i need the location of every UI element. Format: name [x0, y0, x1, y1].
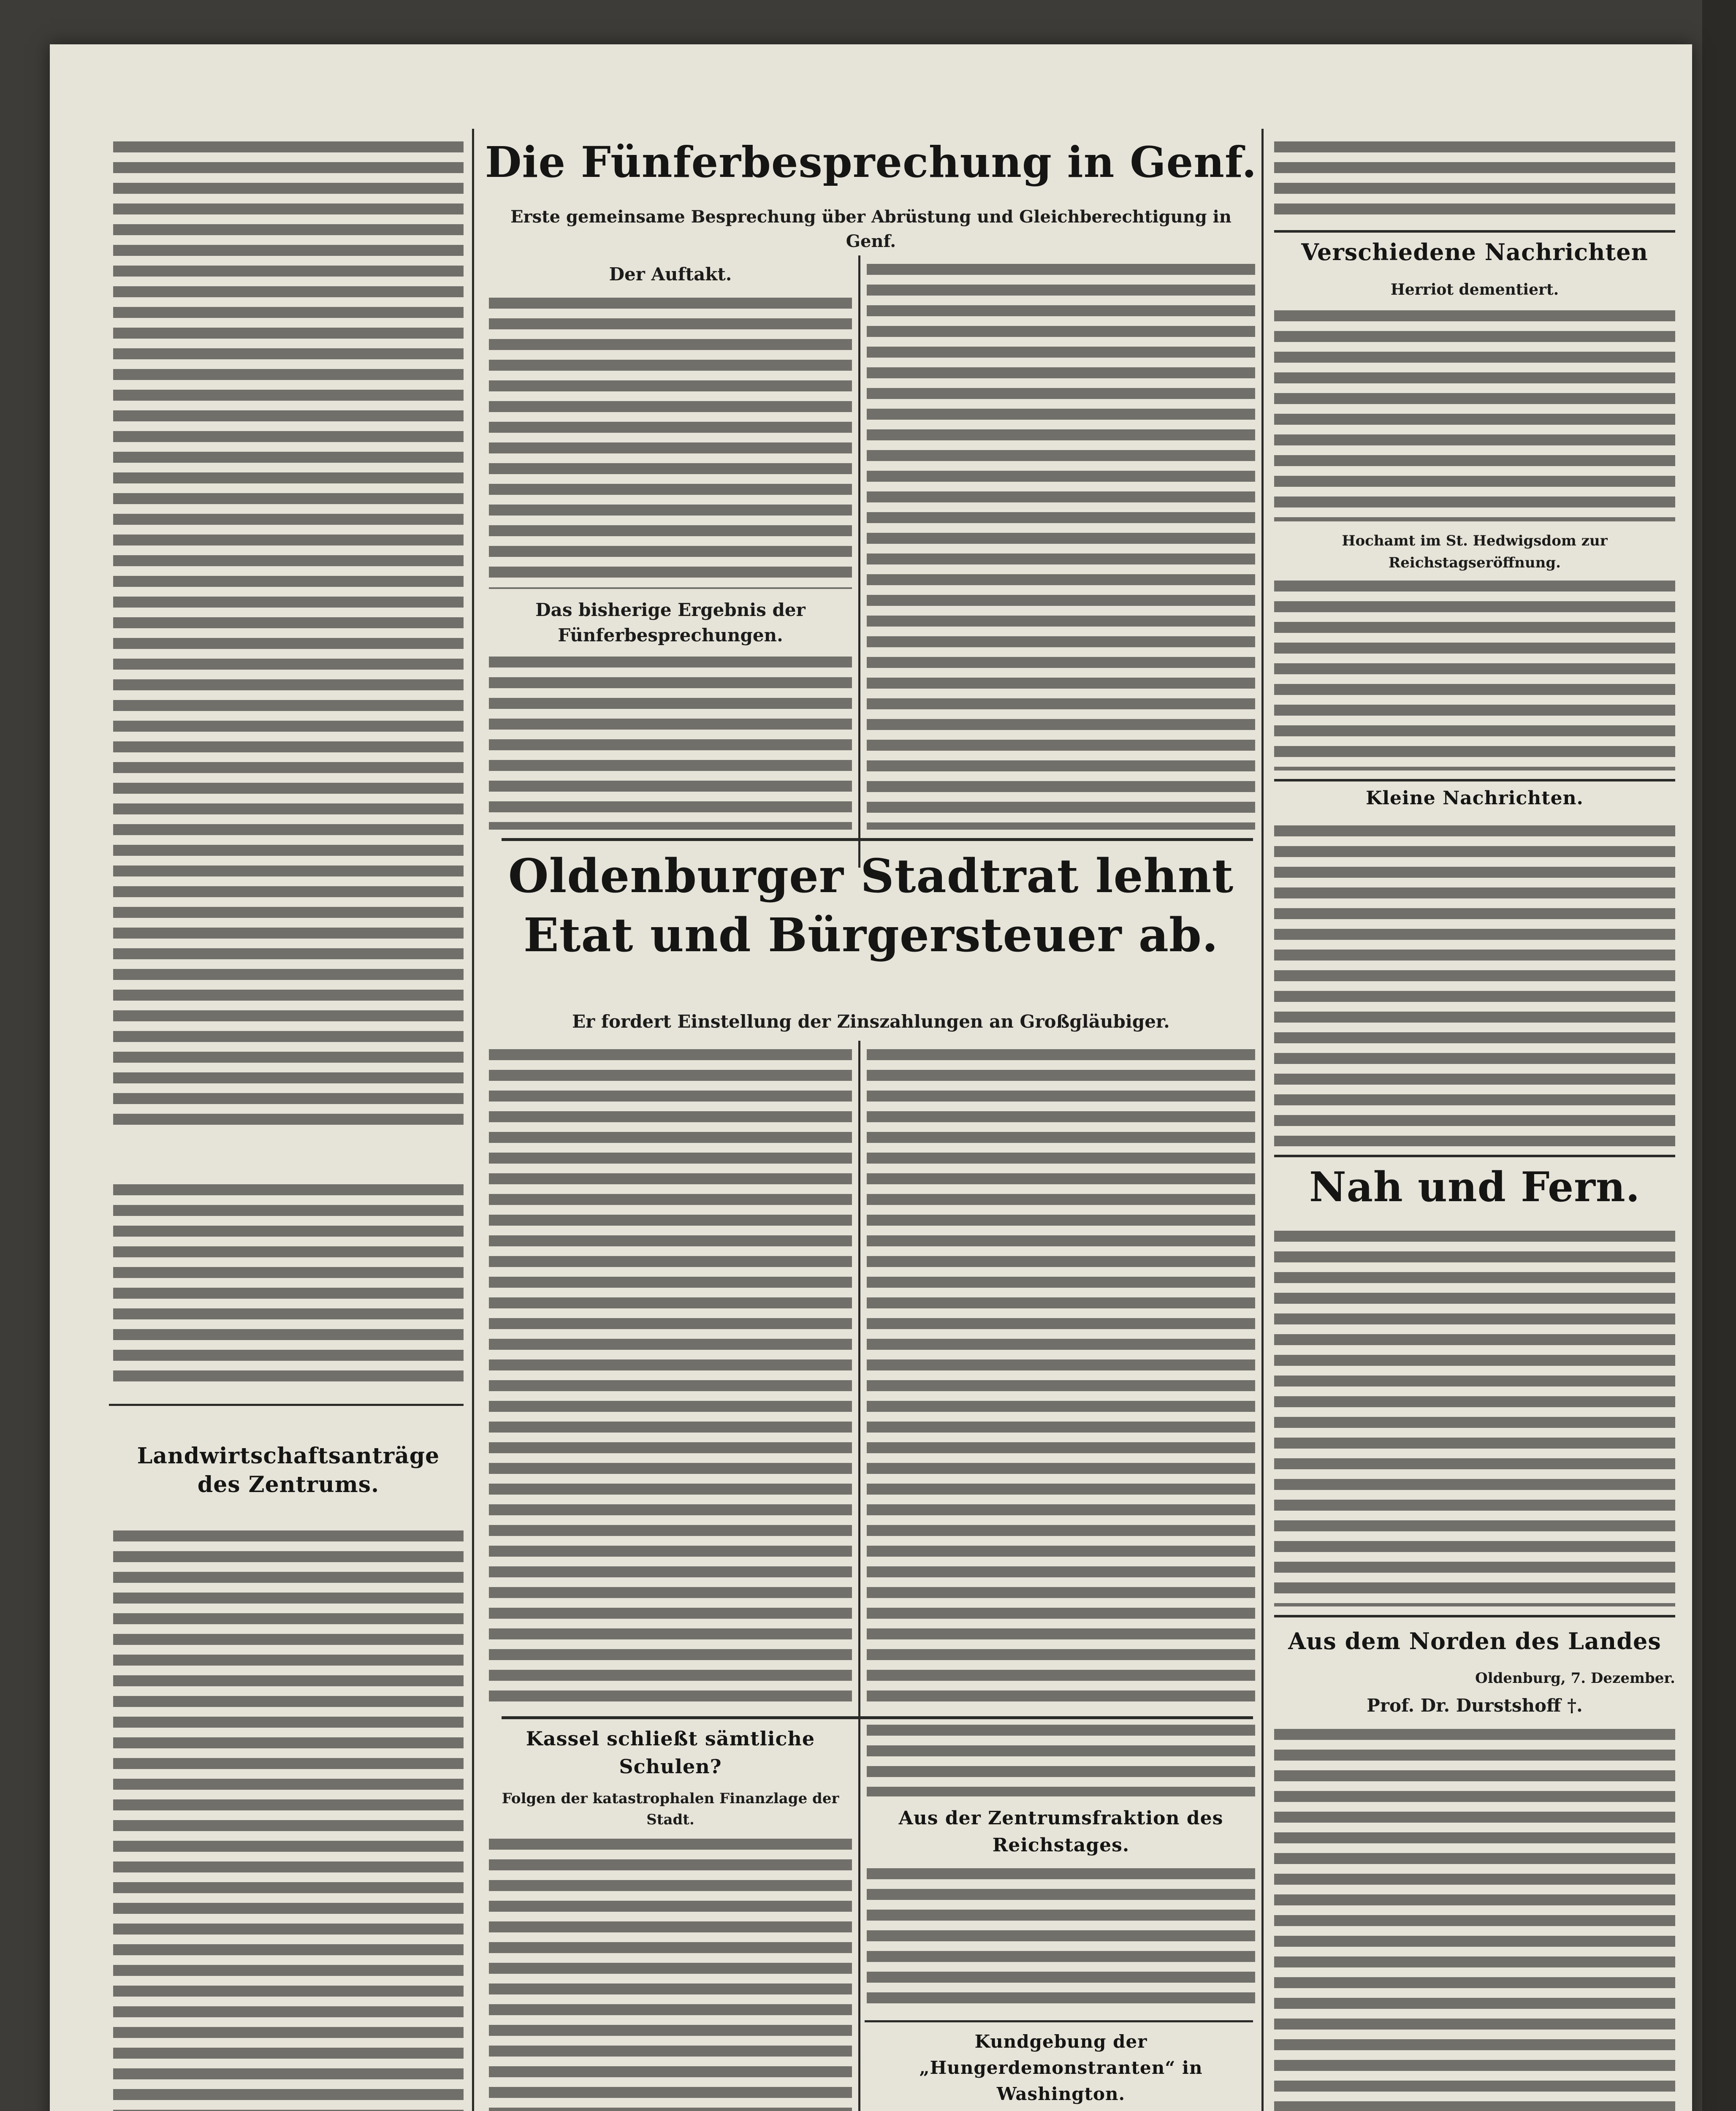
column-rule [1261, 129, 1264, 2111]
scan-edge [1702, 0, 1736, 2111]
section-rule [1274, 779, 1675, 781]
body-text [489, 657, 852, 830]
section-rule [865, 2020, 1253, 2022]
headline-auftakt: Der Auftakt. [609, 264, 732, 285]
section-rule [1274, 230, 1675, 233]
column-rule [858, 1716, 860, 2111]
headline-landwirtschaft: Landwirtschaftsanträge des Zentrums. [137, 1443, 440, 1498]
body-text [489, 298, 852, 589]
column-rule [858, 255, 860, 868]
norden-dateline: Oldenburg, 7. Dezember. [1475, 1670, 1675, 1687]
headline-ergebnis: Das bisherige Ergebnis der Fünferbesprechungen. [535, 600, 806, 646]
headline-verschiedene: Verschiedene Nachrichten [1301, 239, 1648, 266]
body-text [867, 1725, 1255, 1796]
body-text [1274, 1729, 1675, 2111]
body-text [489, 1839, 852, 2111]
newspaper-page [50, 44, 1692, 2111]
body-text [1274, 1231, 1675, 1606]
body-text [867, 1049, 1255, 1708]
headline-hochamt: Hochamt im St. Hedwigsdom zur Reichstagseröffnung. [1342, 532, 1608, 571]
section-rule [109, 1404, 464, 1406]
body-text [489, 1049, 852, 1708]
headline-kundgebung: Kundgebung der „Hungerdemonstranten“ in Washington. [919, 2031, 1203, 2104]
column-rule [472, 129, 474, 2111]
section-rule [502, 1716, 1253, 1719]
headline-oldenburg-sub: Er fordert Einstellung der Zinszahlungen an Großgläubiger. [572, 1011, 1170, 1032]
body-text [1274, 310, 1675, 521]
headline-oldenburg: Oldenburger Stadtrat lehnt Etat und Bürgersteuer ab. [508, 849, 1234, 962]
headline-kassel-sub: Folgen der katastrophalen Finanzlage der Stadt. [502, 1790, 839, 1828]
body-text [1274, 581, 1675, 771]
section-rule [1274, 1615, 1675, 1617]
headline-norden: Aus dem Norden des Landes [1288, 1628, 1661, 1655]
headline-zentrum: Aus der Zentrumsfraktion des Reichstages. [898, 1807, 1223, 1856]
headline-main-sub: Erste gemeinsame Besprechung über Abrüstung und Gleichberechtigung in Genf. [510, 207, 1231, 251]
body-text [867, 264, 1255, 830]
body-text [113, 1184, 464, 1387]
headline-main: Die Fünferbesprechung in Genf. [485, 137, 1257, 187]
headline-herriot: Herriot dementiert. [1390, 281, 1559, 298]
body-text [113, 1530, 464, 2111]
headline-kleine: Kleine Nachrichten. [1366, 787, 1584, 809]
body-text [1274, 825, 1675, 1146]
headline-durstshoff: Prof. Dr. Durstshoff †. [1367, 1695, 1583, 1716]
section-rule [502, 838, 1253, 841]
body-text [113, 141, 464, 1134]
body-text [1274, 141, 1675, 222]
column-rule [858, 1041, 860, 1758]
body-text [867, 1868, 1255, 2012]
headline-kassel: Kassel schließt sämtliche Schulen? [526, 1727, 815, 1778]
headline-nahfern: Nah und Fern. [1309, 1163, 1641, 1211]
section-rule [1274, 1155, 1675, 1157]
